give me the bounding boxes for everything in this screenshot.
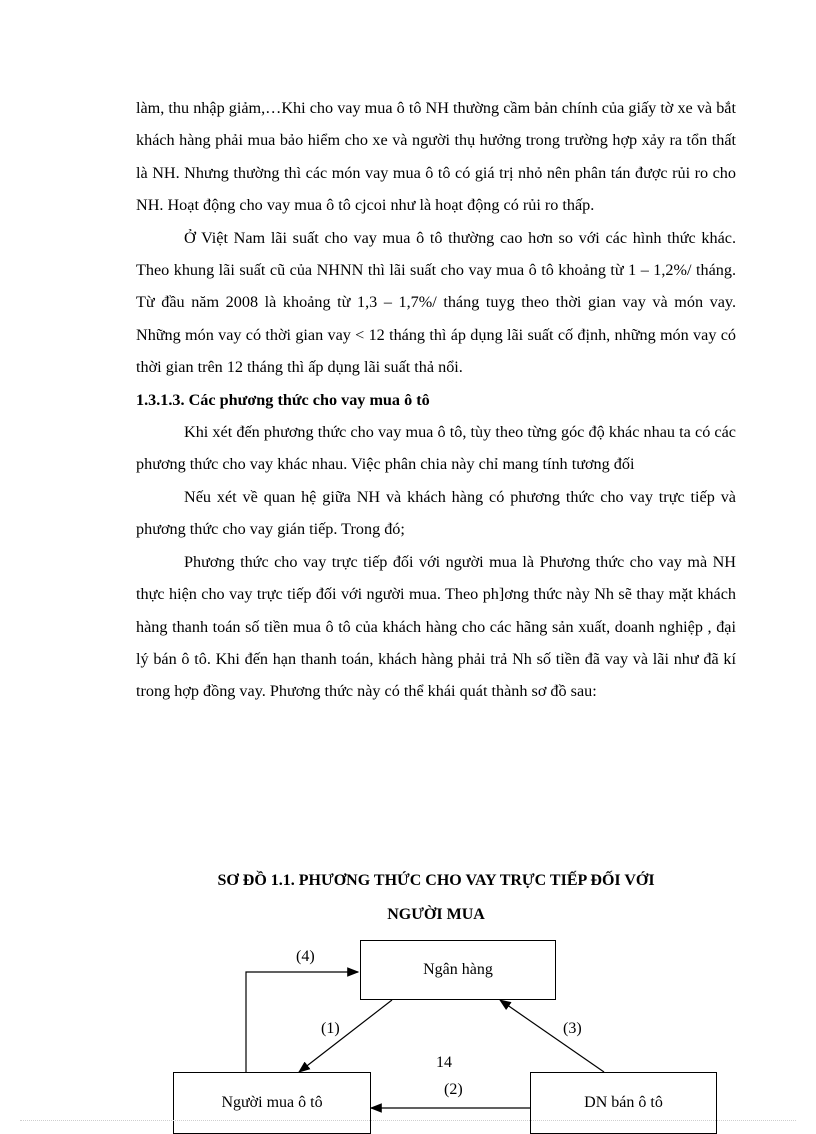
arrow-1 xyxy=(299,1000,392,1072)
paragraph-1: làm, thu nhập giảm,…Khi cho vay mua ô tô NH thường cầm bản chính của giấy tờ xe và bắt khách hàng phải mua bảo hiểm cho xe và người thụ hưởng trong trường hợp xảy ra tổn thất là NH. Nhưng thường thì các món vay mua ô tô có giá trị nhỏ nên phân tán được rủi ro cho NH. Hoạt động cho vay mua ô tô cjcoi như là hoạt động có rủi ro thấp. xyxy=(136,99,736,215)
paragraph-2: Ở Việt Nam lãi suất cho vay mua ô tô thường cao hơn so với các hình thức khác. Theo khung lãi suất cũ của NHNN thì lãi suất cho vay mua ô tô khoảng từ 1 – 1,2%/ tháng. Từ đầu năm 2008 là khoảng từ 1,3 – 1,7%/ tháng tuyg theo thời gian vay và món vay. Những món vay có thời gian vay < 12 tháng thì áp dụng lãi suất cố định, những món vay có thời gian trên 12 tháng thì ấp dụng lãi suất thả nổi. xyxy=(136,228,736,377)
diagram-title-line-2: NGƯỜI MUA xyxy=(387,906,485,923)
page-bottom-border xyxy=(20,1120,796,1121)
edge-label-3: (3) xyxy=(563,1020,582,1037)
node-bank: Ngân hàng xyxy=(360,940,556,1000)
paragraph-3: Khi xét đến phương thức cho vay mua ô tô, tùy theo từng góc độ khác nhau ta có các phương thức cho vay khác nhau. Việc phân chia này chỉ mang tính tương đối xyxy=(136,423,736,474)
edge-label-2: (2) xyxy=(444,1081,463,1098)
arrow-4 xyxy=(246,972,358,1072)
diagram-title-line-1: SƠ ĐỒ 1.1. PHƯƠNG THỨC CHO VAY TRỰC TIẾP ĐỐI VỚI xyxy=(217,872,655,889)
node-dealer: DN bán ô tô xyxy=(530,1072,717,1134)
edge-label-1: (1) xyxy=(321,1020,340,1037)
page-number: 14 xyxy=(436,1054,452,1071)
node-buyer: Người mua ô tô xyxy=(173,1072,371,1134)
paragraph-4: Nếu xét về quan hệ giữa NH và khách hàng có phương thức cho vay trực tiếp và phương thức cho vay gián tiếp. Trong đó; xyxy=(136,487,736,539)
section-heading: 1.3.1.3. Các phương thức cho vay mua ô tô xyxy=(136,390,430,409)
arrow-3 xyxy=(500,1000,604,1072)
paragraph-5: Phương thức cho vay trực tiếp đối với người mua là Phương thức cho vay mà NH thực hiện cho vay trực tiếp đối với người mua. Theo ph]ơng thức này Nh sẽ thay mặt khách hàng thanh toán số tiền mua ô tô của khách hàng cho các hãng sản xuất, doanh nghiệp , đại lý bán ô tô. Khi đến hạn thanh toán, khách hàng phải trả Nh số tiền đã vay và lãi như đã kí trong hợp đồng vay. Phương thức này có thể khái quát thành sơ đồ sau: xyxy=(136,552,736,701)
edge-label-4: (4) xyxy=(296,948,315,965)
